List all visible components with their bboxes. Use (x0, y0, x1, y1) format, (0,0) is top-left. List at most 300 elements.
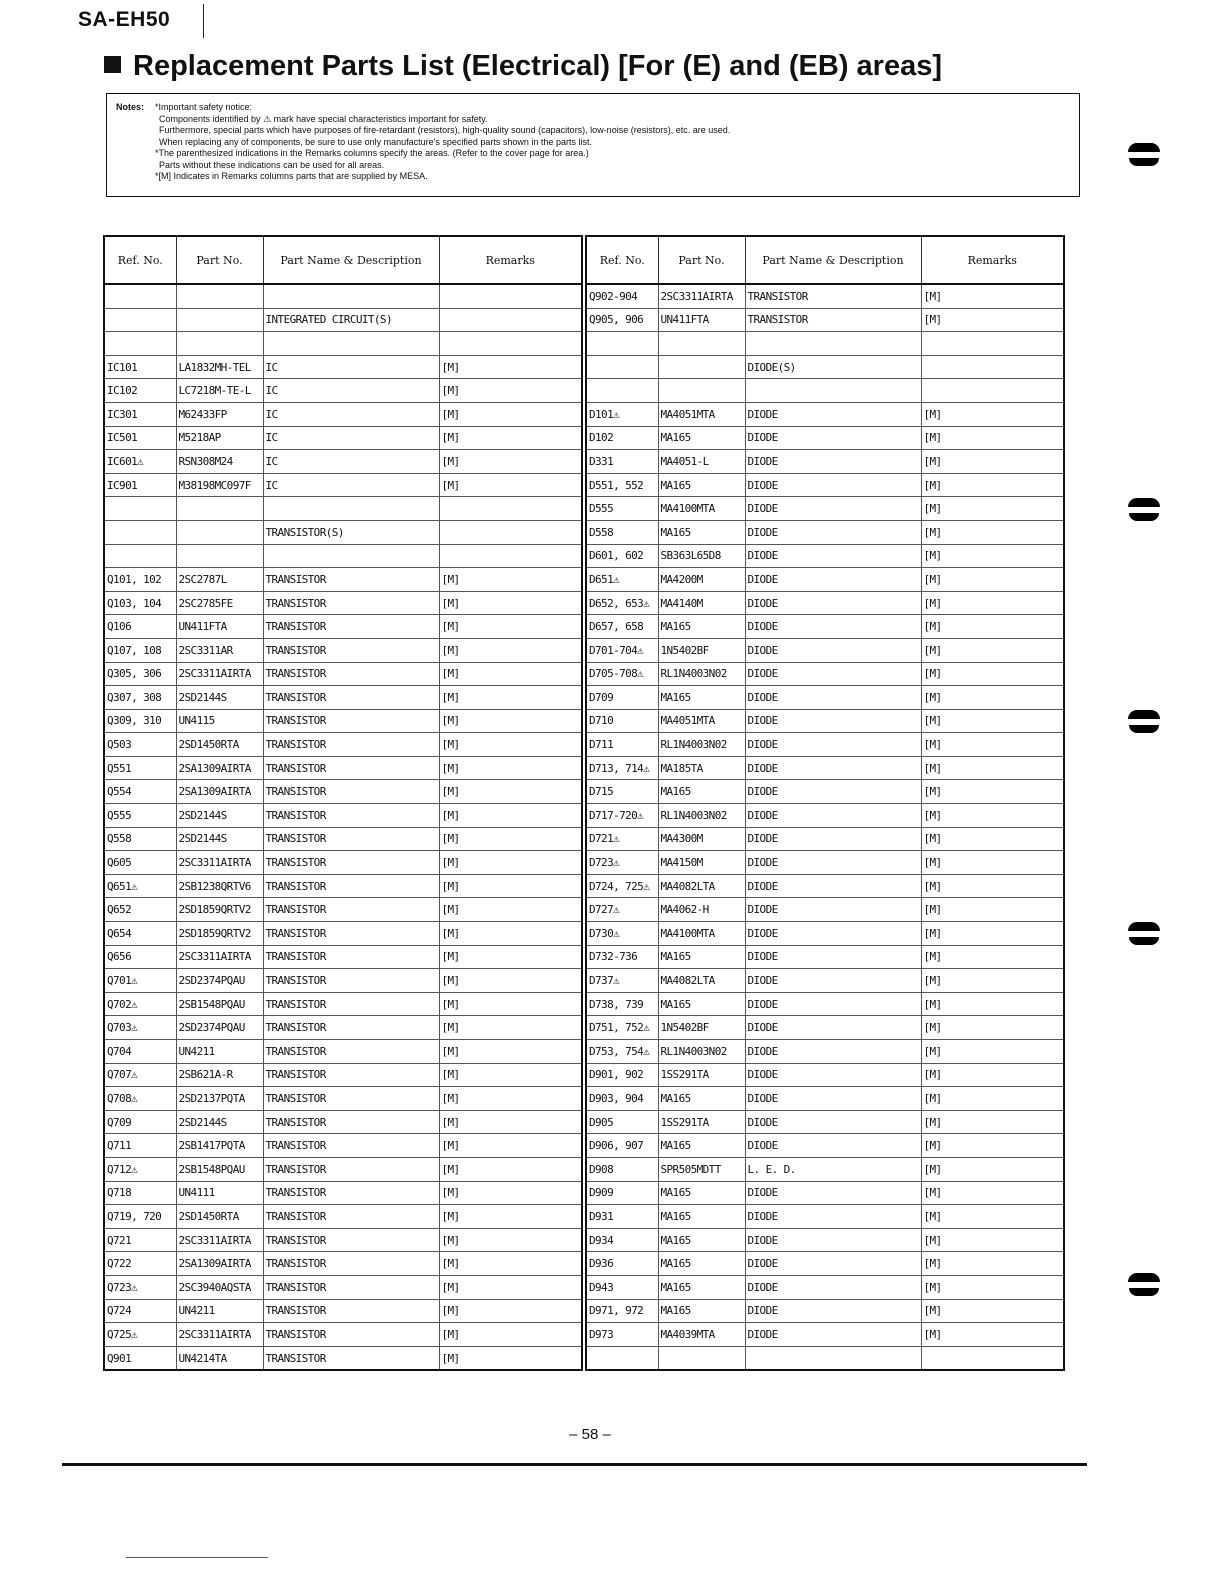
part-name-cell: DIODE (745, 638, 921, 662)
table-row (104, 1205, 582, 1229)
ref-no-cell: Q107, 108 (104, 638, 176, 662)
remarks-cell (921, 332, 1064, 356)
table-row (586, 898, 1064, 922)
part-name-cell: TRANSISTOR (263, 1063, 439, 1087)
part-no-cell: MA4100MTA (658, 497, 745, 521)
table-row (104, 1181, 582, 1205)
part-name-cell: DIODE (745, 402, 921, 426)
remarks-cell: [M] (439, 756, 582, 780)
table-row (586, 379, 1064, 403)
remarks-cell (921, 355, 1064, 379)
part-no-cell: M5218AP (176, 426, 263, 450)
table-row (586, 1346, 1064, 1370)
part-name-cell: TRANSISTOR (263, 1040, 439, 1064)
ref-no-cell: Q651⚠ (104, 874, 176, 898)
remarks-cell: [M] (439, 827, 582, 851)
table-row (586, 1299, 1064, 1323)
part-name-cell: TRANSISTOR (263, 945, 439, 969)
ref-no-cell: Q712⚠ (104, 1157, 176, 1181)
ref-no-cell (586, 1346, 658, 1370)
table-row (586, 945, 1064, 969)
table-header-row (586, 236, 1064, 284)
remarks-cell: [M] (439, 379, 582, 403)
remarks-cell: [M] (439, 1134, 582, 1158)
table-row (104, 332, 582, 356)
remarks-cell: [M] (439, 1228, 582, 1252)
parts-table-right (585, 235, 1065, 1371)
part-no-cell: 2SC3311AIRTA (658, 284, 745, 308)
part-no-cell: LC7218M-TE-L (176, 379, 263, 403)
ref-no-cell: D710 (586, 709, 658, 733)
part-no-cell: 2SC3311AIRTA (176, 1323, 263, 1347)
page-title (104, 50, 942, 83)
part-name-cell: DIODE (745, 851, 921, 875)
part-no-cell: 2SD2144S (176, 827, 263, 851)
part-name-cell: DIODE (745, 992, 921, 1016)
part-no-cell: 2SD2374PQAU (176, 969, 263, 993)
table-row (586, 922, 1064, 946)
part-name-cell: TRANSISTOR (263, 969, 439, 993)
remarks-cell: [M] (439, 992, 582, 1016)
table-row (104, 874, 582, 898)
part-no-cell: MA165 (658, 945, 745, 969)
part-no-cell: UN4111 (176, 1181, 263, 1205)
part-name-cell: DIODE (745, 1228, 921, 1252)
part-no-cell (176, 332, 263, 356)
ref-no-cell: Q103, 104 (104, 591, 176, 615)
table-row (104, 1110, 582, 1134)
part-no-cell: 1SS291TA (658, 1063, 745, 1087)
table-row (586, 450, 1064, 474)
part-name-cell: TRANSISTOR (263, 992, 439, 1016)
part-name-cell: TRANSISTOR (263, 1346, 439, 1370)
remarks-cell: [M] (439, 804, 582, 828)
table-row (104, 1275, 582, 1299)
ref-no-cell: D905 (586, 1110, 658, 1134)
remarks-cell: [M] (921, 709, 1064, 733)
part-no-cell: RL1N4003N02 (658, 1040, 745, 1064)
part-name-cell: TRANSISTOR (263, 568, 439, 592)
part-name-cell: DIODE (745, 450, 921, 474)
table-row (586, 992, 1064, 1016)
remarks-cell: [M] (439, 426, 582, 450)
part-no-cell: 2SD2374PQAU (176, 1016, 263, 1040)
part-no-cell: UN4211 (176, 1040, 263, 1064)
table-row (586, 1016, 1064, 1040)
ref-no-cell: D901, 902 (586, 1063, 658, 1087)
remarks-cell: [M] (439, 1157, 582, 1181)
header-part-name: Part Name & Description (745, 236, 921, 284)
remarks-cell: [M] (439, 1252, 582, 1276)
ref-no-cell (104, 332, 176, 356)
part-no-cell: M62433FP (176, 402, 263, 426)
part-name-cell: DIODE(S) (745, 355, 921, 379)
remarks-cell: [M] (921, 804, 1064, 828)
part-no-cell: 2SA1309AIRTA (176, 1252, 263, 1276)
table-row (586, 497, 1064, 521)
remarks-cell: [M] (439, 450, 582, 474)
part-no-cell: MA165 (658, 473, 745, 497)
remarks-cell: [M] (439, 780, 582, 804)
ref-no-cell: D751, 752⚠ (586, 1016, 658, 1040)
ref-no-cell: IC901 (104, 473, 176, 497)
binding-hole-mark (1128, 1273, 1160, 1296)
ref-no-cell: D906, 907 (586, 1134, 658, 1158)
table-row (104, 379, 582, 403)
table-row (104, 945, 582, 969)
header-part-name: Part Name & Description (263, 236, 439, 284)
part-no-cell: 1N5402BF (658, 638, 745, 662)
table-row (104, 426, 582, 450)
ref-no-cell (104, 284, 176, 308)
part-no-cell: 1N5402BF (658, 1016, 745, 1040)
ref-no-cell: Q707⚠ (104, 1063, 176, 1087)
table-row (104, 402, 582, 426)
ref-no-cell: Q702⚠ (104, 992, 176, 1016)
table-row (586, 804, 1064, 828)
remarks-cell: [M] (921, 450, 1064, 474)
table-row (104, 284, 582, 308)
remarks-cell: [M] (921, 945, 1064, 969)
ref-no-cell: Q305, 306 (104, 662, 176, 686)
ref-no-cell: D709 (586, 686, 658, 710)
ref-no-cell (586, 379, 658, 403)
part-name-cell (745, 332, 921, 356)
remarks-cell: [M] (439, 1040, 582, 1064)
header-remarks: Remarks (921, 236, 1064, 284)
part-no-cell: 2SD1859QRTV2 (176, 922, 263, 946)
table-row (104, 450, 582, 474)
ref-no-cell: D601, 602 (586, 544, 658, 568)
part-no-cell: RL1N4003N02 (658, 662, 745, 686)
part-name-cell: TRANSISTOR (263, 709, 439, 733)
table-row (104, 851, 582, 875)
title-bullet-square (104, 56, 121, 73)
part-no-cell (176, 544, 263, 568)
remarks-cell (439, 308, 582, 332)
ref-no-cell: Q656 (104, 945, 176, 969)
table-row (104, 1134, 582, 1158)
part-no-cell: 2SB1548PQAU (176, 1157, 263, 1181)
part-no-cell (658, 355, 745, 379)
remarks-cell: [M] (921, 1275, 1064, 1299)
remarks-cell: [M] (439, 568, 582, 592)
part-no-cell: UN411FTA (176, 615, 263, 639)
part-name-cell: DIODE (745, 804, 921, 828)
part-no-cell: MA4140M (658, 591, 745, 615)
table-row (586, 851, 1064, 875)
header-ref-no: Ref. No. (586, 236, 658, 284)
table-row (104, 780, 582, 804)
table-row (104, 662, 582, 686)
part-name-cell: DIODE (745, 827, 921, 851)
part-no-cell: MA165 (658, 1275, 745, 1299)
ref-no-cell: D931 (586, 1205, 658, 1229)
table-row (586, 1157, 1064, 1181)
remarks-cell: [M] (439, 874, 582, 898)
part-name-cell: DIODE (745, 780, 921, 804)
ref-no-cell: D936 (586, 1252, 658, 1276)
table-row (586, 780, 1064, 804)
ref-no-cell: D903, 904 (586, 1087, 658, 1111)
part-no-cell: 2SC3311AIRTA (176, 851, 263, 875)
table-row (586, 709, 1064, 733)
remarks-cell: [M] (921, 874, 1064, 898)
ref-no-cell: D738, 739 (586, 992, 658, 1016)
table-row (104, 1346, 582, 1370)
model-number: SA-EH50 (78, 8, 171, 31)
part-name-cell: DIODE (745, 615, 921, 639)
ref-no-cell: Q106 (104, 615, 176, 639)
part-no-cell: MA165 (658, 992, 745, 1016)
remarks-cell: [M] (439, 686, 582, 710)
part-name-cell: TRANSISTOR (263, 1252, 439, 1276)
remarks-cell: [M] (921, 591, 1064, 615)
ref-no-cell: D701-704⚠ (586, 638, 658, 662)
notes-line: Parts without these indications can be used for all areas. (159, 159, 385, 170)
part-no-cell: MA165 (658, 615, 745, 639)
table-row (586, 662, 1064, 686)
part-no-cell: M38198MC097F (176, 473, 263, 497)
ref-no-cell: Q719, 720 (104, 1205, 176, 1229)
remarks-cell: [M] (921, 851, 1064, 875)
notes-line: *[M] Indicates in Remarks columns parts that are supplied by MESA. (155, 171, 428, 181)
table-row (104, 1157, 582, 1181)
ref-no-cell (104, 544, 176, 568)
table-row (586, 284, 1064, 308)
remarks-cell: [M] (921, 1110, 1064, 1134)
table-row (104, 568, 582, 592)
part-name-cell: TRANSISTOR (263, 898, 439, 922)
part-no-cell: 2SD2144S (176, 686, 263, 710)
part-name-cell: DIODE (745, 520, 921, 544)
notes-box (106, 93, 1080, 197)
part-name-cell: DIODE (745, 1299, 921, 1323)
part-no-cell: 2SA1309AIRTA (176, 756, 263, 780)
part-no-cell: 2SC2785FE (176, 591, 263, 615)
table-row (104, 922, 582, 946)
part-name-cell: DIODE (745, 686, 921, 710)
part-name-cell: INTEGRATED CIRCUIT(S) (263, 308, 439, 332)
table-row (104, 638, 582, 662)
part-no-cell: MA165 (658, 1134, 745, 1158)
table-row (586, 544, 1064, 568)
part-name-cell: DIODE (745, 1205, 921, 1229)
part-name-cell: TRANSISTOR (263, 851, 439, 875)
table-row (586, 591, 1064, 615)
ref-no-cell: IC601⚠ (104, 450, 176, 474)
binding-hole-mark (1128, 498, 1160, 521)
remarks-cell: [M] (921, 922, 1064, 946)
table-row (104, 709, 582, 733)
table-row (586, 308, 1064, 332)
part-name-cell: TRANSISTOR (263, 1016, 439, 1040)
remarks-cell: [M] (439, 1205, 582, 1229)
remarks-cell: [M] (439, 615, 582, 639)
remarks-cell: [M] (921, 756, 1064, 780)
table-row (104, 969, 582, 993)
part-no-cell: MA4082LTA (658, 874, 745, 898)
remarks-cell: [M] (921, 780, 1064, 804)
part-name-cell: DIODE (745, 1275, 921, 1299)
part-name-cell: TRANSISTOR (745, 308, 921, 332)
part-no-cell: MA185TA (658, 756, 745, 780)
notes-line: Components identified by ⚠ mark have special characteristics important for safety. (159, 113, 488, 124)
ref-no-cell (586, 332, 658, 356)
ref-no-cell: Q711 (104, 1134, 176, 1158)
remarks-cell (439, 520, 582, 544)
table-row (104, 497, 582, 521)
notes-line: Furthermore, special parts which have purposes of fire-retardant (resistors), high-quality sound (capacitors), low-noise (resistors), etc. are used. (159, 125, 731, 135)
part-name-cell: TRANSISTOR (263, 1299, 439, 1323)
remarks-cell: [M] (921, 1063, 1064, 1087)
part-name-cell: TRANSISTOR (263, 591, 439, 615)
remarks-cell: [M] (439, 1323, 582, 1347)
part-no-cell: MA165 (658, 1228, 745, 1252)
part-name-cell: IC (263, 450, 439, 474)
part-no-cell: MA4039MTA (658, 1323, 745, 1347)
table-row (586, 1134, 1064, 1158)
part-name-cell: TRANSISTOR (263, 804, 439, 828)
part-no-cell: 2SC3311AIRTA (176, 662, 263, 686)
part-name-cell: DIODE (745, 544, 921, 568)
table-row (104, 473, 582, 497)
part-no-cell: MA4051-L (658, 450, 745, 474)
ref-no-cell: D723⚠ (586, 851, 658, 875)
table-row (104, 733, 582, 757)
remarks-cell: [M] (921, 520, 1064, 544)
part-name-cell: TRANSISTOR (263, 686, 439, 710)
remarks-cell: [M] (921, 1134, 1064, 1158)
part-no-cell: MA4150M (658, 851, 745, 875)
remarks-cell: [M] (439, 851, 582, 875)
part-name-cell: DIODE (745, 473, 921, 497)
part-no-cell: MA165 (658, 1205, 745, 1229)
remarks-cell: [M] (921, 1087, 1064, 1111)
remarks-cell: [M] (439, 1346, 582, 1370)
remarks-cell: [M] (921, 1299, 1064, 1323)
ref-no-cell: Q725⚠ (104, 1323, 176, 1347)
table-row (104, 756, 582, 780)
ref-no-cell: D721⚠ (586, 827, 658, 851)
remarks-cell: [M] (439, 355, 582, 379)
ref-no-cell: D943 (586, 1275, 658, 1299)
table-row (586, 638, 1064, 662)
part-name-cell: TRANSISTOR (745, 284, 921, 308)
parts-table-left-body (104, 284, 582, 1370)
part-name-cell: DIODE (745, 1063, 921, 1087)
notes-line: *The parenthesized indications in the Remarks columns specify the areas. (Refer to the cover page for area.) (155, 148, 589, 158)
ref-no-cell: IC101 (104, 355, 176, 379)
ref-no-cell: D705-708⚠ (586, 662, 658, 686)
part-name-cell: IC (263, 473, 439, 497)
ref-no-cell: D555 (586, 497, 658, 521)
part-name-cell: IC (263, 402, 439, 426)
ref-no-cell: D651⚠ (586, 568, 658, 592)
ref-no-cell: D934 (586, 1228, 658, 1252)
table-row (586, 615, 1064, 639)
ref-no-cell (586, 355, 658, 379)
remarks-cell (439, 284, 582, 308)
table-row (586, 568, 1064, 592)
table-row (104, 992, 582, 1016)
notes-body (155, 102, 1071, 183)
page-number: – 58 – (569, 1426, 611, 1443)
ref-no-cell: Q605 (104, 851, 176, 875)
bottom-rule (126, 1557, 268, 1558)
ref-no-cell: D558 (586, 520, 658, 544)
ref-no-cell: D331 (586, 450, 658, 474)
table-row (586, 1252, 1064, 1276)
remarks-cell: [M] (921, 473, 1064, 497)
part-no-cell: 2SC3311AIRTA (176, 1228, 263, 1252)
part-no-cell (658, 379, 745, 403)
part-name-cell: TRANSISTOR (263, 1157, 439, 1181)
table-row (586, 1275, 1064, 1299)
part-name-cell (263, 544, 439, 568)
table-row (586, 1110, 1064, 1134)
footer-rule (62, 1463, 1087, 1466)
remarks-cell (439, 497, 582, 521)
part-no-cell: SPR505MDTT (658, 1157, 745, 1181)
remarks-cell: [M] (439, 662, 582, 686)
ref-no-cell: D652, 653⚠ (586, 591, 658, 615)
remarks-cell: [M] (921, 1040, 1064, 1064)
binding-hole-mark (1128, 143, 1160, 166)
ref-no-cell: Q652 (104, 898, 176, 922)
part-no-cell: 2SB1548PQAU (176, 992, 263, 1016)
part-no-cell: 1SS291TA (658, 1110, 745, 1134)
ref-no-cell: D727⚠ (586, 898, 658, 922)
ref-no-cell: D717-720⚠ (586, 804, 658, 828)
table-row (586, 332, 1064, 356)
ref-no-cell: D730⚠ (586, 922, 658, 946)
table-row (586, 756, 1064, 780)
remarks-cell: [M] (921, 827, 1064, 851)
table-row (586, 969, 1064, 993)
table-row (586, 1040, 1064, 1064)
part-name-cell: TRANSISTOR (263, 1228, 439, 1252)
remarks-cell (921, 1346, 1064, 1370)
remarks-cell: [M] (921, 1016, 1064, 1040)
part-name-cell: DIODE (745, 898, 921, 922)
table-row (586, 1181, 1064, 1205)
ref-no-cell: Q701⚠ (104, 969, 176, 993)
ref-no-cell: D715 (586, 780, 658, 804)
remarks-cell: [M] (921, 1205, 1064, 1229)
part-name-cell: DIODE (745, 874, 921, 898)
remarks-cell: [M] (921, 284, 1064, 308)
part-no-cell: 2SD2144S (176, 1110, 263, 1134)
part-name-cell: TRANSISTOR (263, 1181, 439, 1205)
part-no-cell: UN411FTA (658, 308, 745, 332)
part-name-cell: TRANSISTOR (263, 638, 439, 662)
table-row (586, 827, 1064, 851)
ref-no-cell: IC301 (104, 402, 176, 426)
remarks-cell: [M] (439, 1110, 582, 1134)
part-name-cell: TRANSISTOR (263, 1205, 439, 1229)
table-row (586, 355, 1064, 379)
remarks-cell: [M] (921, 1181, 1064, 1205)
remarks-cell: [M] (921, 969, 1064, 993)
ref-no-cell: IC102 (104, 379, 176, 403)
remarks-cell (921, 379, 1064, 403)
ref-no-cell: D908 (586, 1157, 658, 1181)
remarks-cell: [M] (439, 1299, 582, 1323)
part-name-cell: DIODE (745, 1087, 921, 1111)
ref-no-cell (104, 520, 176, 544)
table-row (104, 1299, 582, 1323)
